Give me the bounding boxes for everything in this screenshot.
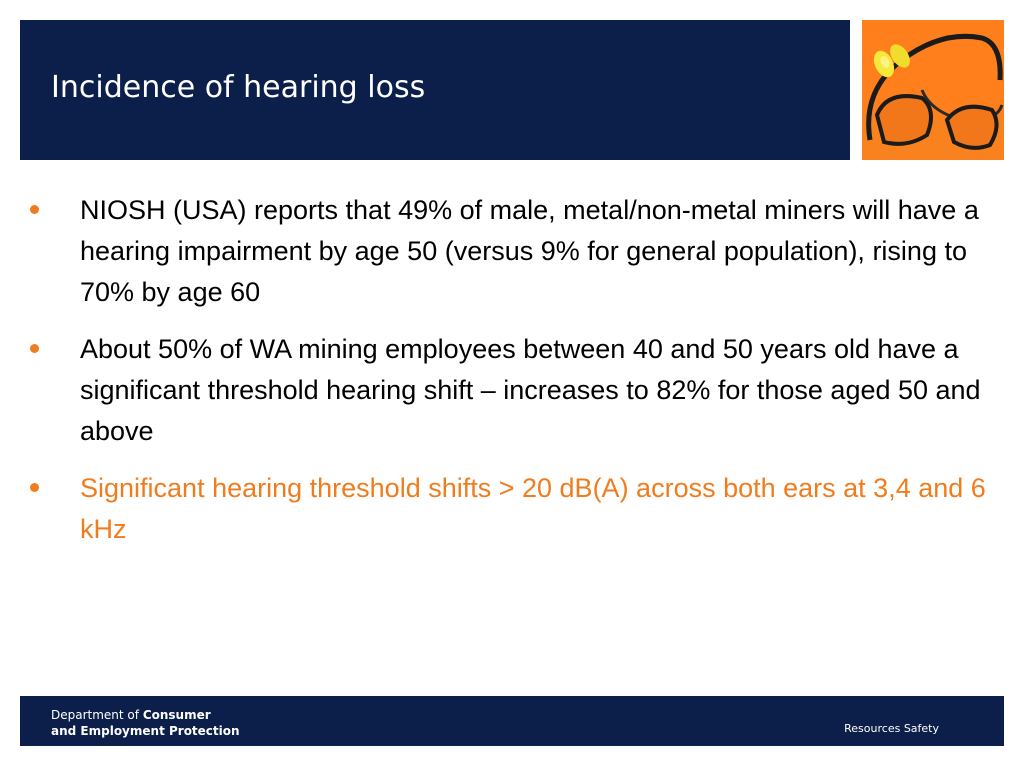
department-name-line-1: Consumer (142, 708, 211, 722)
department-prefix: Department of (51, 708, 143, 722)
bullet-item-highlighted (28, 468, 1004, 550)
bullet-text: About 50% of WA mining employees between 40 and 50 years old have a significant threshold hearing shift – increases to 82% for those aged 50 and above (80, 334, 981, 446)
earplugs-safety-glasses-image (862, 20, 1004, 160)
bullet-dot-icon (30, 344, 39, 353)
bullet-text: Significant hearing threshold shifts > 20 dB(A) across both ears at 3,4 and 6 kHz (80, 473, 986, 544)
title-bar (20, 20, 850, 160)
earplugs-safety-glasses-illustration (862, 20, 1004, 160)
bullet-list (28, 190, 1004, 566)
bullet-item (28, 329, 1004, 452)
bullet-dot-icon (30, 483, 39, 492)
resources-safety-label: Resources Safety (844, 722, 939, 735)
footer-bar (20, 696, 1004, 746)
department-logo-text (51, 707, 240, 739)
slide-title: Incidence of hearing loss (51, 70, 426, 105)
department-name-line-2: and Employment Protection (51, 724, 240, 738)
bullet-item (28, 190, 1004, 313)
bullet-text: NIOSH (USA) reports that 49% of male, metal/non-metal miners will have a hearing impairment by age 50 (versus 9% for general population), rising to 70% by age 60 (80, 195, 979, 307)
bullet-dot-icon (30, 205, 39, 214)
